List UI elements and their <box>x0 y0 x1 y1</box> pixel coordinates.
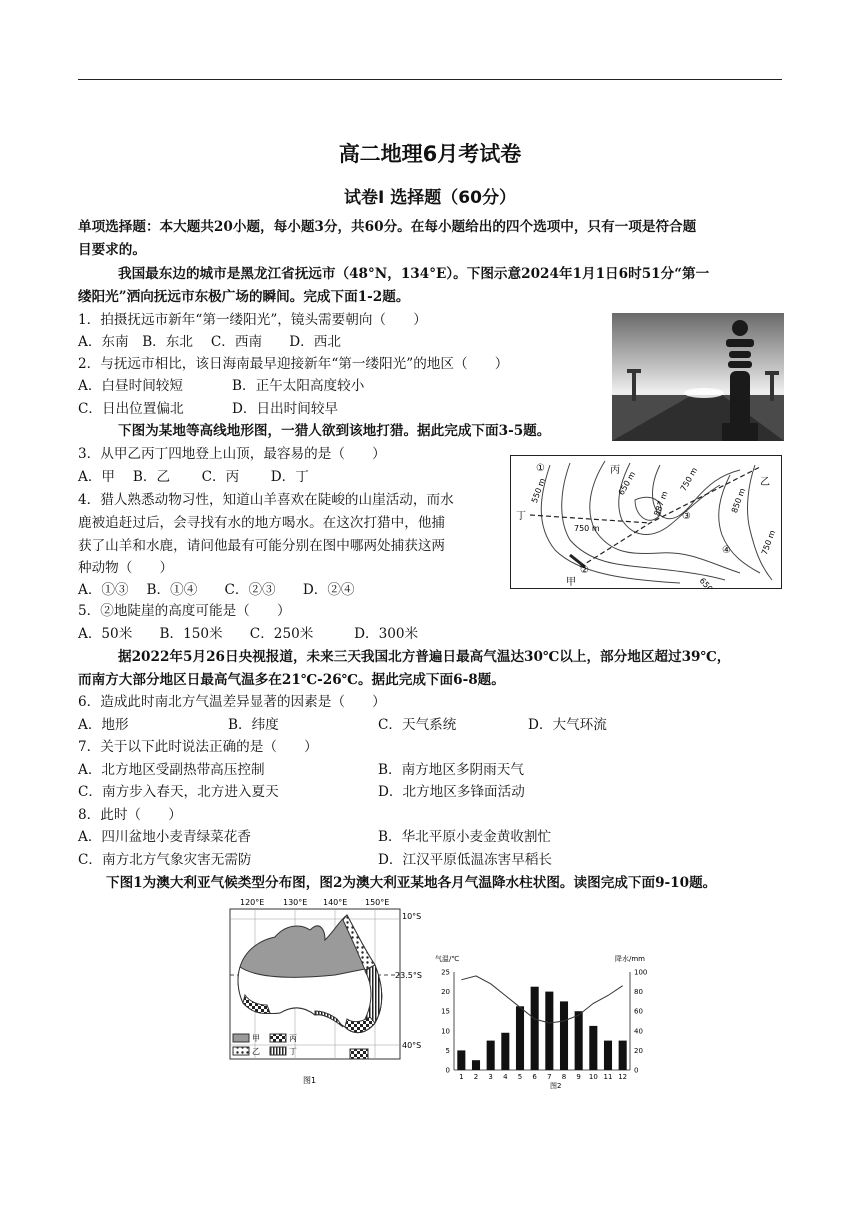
lon-150-label: 150°E <box>365 898 390 907</box>
question-4-cont: 获了山羊和水鹿，请问他最有可能分别在图中哪两处捕获这两 <box>78 538 446 554</box>
month-tick-label: 5 <box>517 1073 523 1081</box>
lon-140-label: 140°E <box>323 898 348 907</box>
question-6: 6．造成此时南北方气温差异显著的因素是（ ） <box>78 694 386 710</box>
month-tick-label: 11 <box>603 1073 613 1081</box>
contour-map <box>510 455 782 589</box>
month-tick-label: 3 <box>488 1073 493 1081</box>
precip-bar <box>531 987 539 1070</box>
point-3-label: ③ <box>682 511 691 522</box>
month-tick-label: 6 <box>532 1073 537 1081</box>
precip-bar <box>472 1060 480 1070</box>
contour-850-label: 850 m <box>729 486 748 515</box>
contour-650b-label: 650 m <box>697 576 722 589</box>
temp-tick-label: 5 <box>445 1046 450 1055</box>
precip-tick-label: 80 <box>634 988 643 997</box>
precip-bar <box>575 1011 583 1070</box>
contour-550-label: 550 m <box>529 476 548 505</box>
fig2-caption: 图2 <box>550 1082 562 1090</box>
legend-bing-swatch <box>270 1034 286 1042</box>
precip-bar <box>501 1033 509 1070</box>
question-1-options: A．东南 B．东北 C．西南 D．西北 <box>78 334 341 350</box>
point-yi-label: 乙 <box>760 477 770 488</box>
point-4-label: ④ <box>722 545 731 556</box>
legend-yi-label: 乙 <box>252 1047 260 1056</box>
precip-bar <box>457 1050 465 1070</box>
temperature-line <box>461 976 622 1023</box>
instructions: 单项选择题：本大题共20小题，每小题3分，共60分。在每小题给出的四个选项中，只有一项是符合题 <box>78 219 697 235</box>
month-tick-label: 8 <box>561 1073 567 1081</box>
question-4: 4．猎人熟悉动物习性，知道山羊喜欢在陡峻的山崖活动，而水 <box>78 492 454 508</box>
point-jia-label: 甲 <box>566 577 576 588</box>
q6-option-c: C．天气系统 <box>378 717 457 733</box>
point-ding-label: 丁 <box>516 511 526 522</box>
precip-bar <box>545 992 553 1070</box>
q2-option-a: A．白昼时间较短 <box>78 378 183 394</box>
month-tick-label: 10 <box>588 1073 598 1081</box>
precip-bar <box>560 1001 568 1070</box>
month-tick-label: 9 <box>576 1073 581 1081</box>
lon-130-label: 130°E <box>283 898 308 907</box>
legend-jia-swatch <box>233 1034 249 1042</box>
point-2-label: ② <box>580 565 589 576</box>
climate-chart <box>430 952 655 1090</box>
contour-650-label: 650 m <box>616 470 638 497</box>
question-3: 3．从甲乙丙丁四地登上山顶，最容易的是（ ） <box>78 446 386 462</box>
q2-option-c: C．日出位置偏北 <box>78 401 184 417</box>
month-tick-label: 4 <box>503 1073 508 1081</box>
temp-axis-label: 气温/℃ <box>435 955 460 963</box>
summit-887-label: 887 m <box>652 490 670 518</box>
question-7: 7．关于以下此时说法正确的是（ ） <box>78 739 318 755</box>
temp-tick-label: 10 <box>441 1027 450 1036</box>
legend-jia-label: 甲 <box>252 1034 260 1043</box>
question-4-cont: 种动物（ ） <box>78 560 174 576</box>
precip-tick-label: 20 <box>634 1046 643 1055</box>
precip-tick-label: 100 <box>634 968 648 977</box>
q7-option-d: D．北方地区多锋面活动 <box>378 784 525 800</box>
q2-option-d: D．日出时间较早 <box>232 401 339 417</box>
point-bing-label: 丙 <box>610 465 620 476</box>
precip-bar <box>604 1041 612 1070</box>
top-rule <box>78 79 782 80</box>
precip-bar <box>619 1041 627 1070</box>
q6-option-a: A．地形 <box>78 717 129 733</box>
legend-yi-swatch <box>233 1047 249 1055</box>
precip-tick-label: 60 <box>634 1007 643 1016</box>
point-1-label: ① <box>536 463 545 474</box>
lat-tropic-label: 23.5°S <box>395 971 422 980</box>
question-5: 5．②地陡崖的高度可能是（ ） <box>78 603 291 619</box>
passage-3-cont: 而南方大部分地区日最高气温多在21℃-26℃。据此完成下面6-8题。 <box>78 672 505 688</box>
australia-climate-map <box>225 895 425 1091</box>
q7-option-b: B．南方地区多阴雨天气 <box>378 762 524 778</box>
month-tick-label: 2 <box>473 1073 479 1081</box>
legend-ding-label: 丁 <box>289 1047 297 1056</box>
q6-option-b: B．纬度 <box>228 717 279 733</box>
exam-title: 高二地理6月考试卷 <box>338 142 522 166</box>
question-3-options: A．甲 B．乙 C．丙 D．丁 <box>78 469 309 485</box>
precip-bar <box>487 1041 495 1070</box>
passage-1: 我国最东边的城市是黑龙江省抚远市（48°N，134°E）。下图示意2024年1月1日6时51分“第一 <box>118 266 710 282</box>
q8-option-d: D．江汉平原低温冻害早稻长 <box>378 852 553 868</box>
month-tick-label: 12 <box>618 1073 628 1081</box>
passage-4: 下图1为澳大利亚气候类型分布图，图2为澳大利亚某地各月气温降水柱状图。读图完成下面9-10题。 <box>106 875 717 891</box>
fig1-caption: 图1 <box>303 1076 317 1085</box>
q2-option-b: B．正午太阳高度较小 <box>232 378 365 394</box>
temp-tick-label: 20 <box>441 988 450 997</box>
temp-tick-label: 25 <box>441 968 450 977</box>
legend-ding-swatch <box>270 1047 286 1055</box>
passage-2: 下图为某地等高线地形图，一猎人欲到该地打猎。据此完成下面3-5题。 <box>118 423 551 439</box>
question-1: 1．拍摄抚远市新年“第一缕阳光”，镜头需要朝向（ ） <box>78 312 427 328</box>
question-5-options: A．50米 B．150米 C．250米 D．300米 <box>78 626 419 642</box>
precip-tick-label: 40 <box>634 1027 643 1036</box>
legend-bing-label: 丙 <box>289 1034 297 1043</box>
precip-bar <box>589 1026 597 1070</box>
q7-option-a: A．北方地区受副热带高压控制 <box>78 762 265 778</box>
instructions-cont: 目要求的。 <box>78 242 146 258</box>
month-tick-label: 7 <box>547 1073 552 1081</box>
passage-1-cont: 缕阳光”洒向抚远市东极广场的瞬间。完成下面1-2题。 <box>78 289 410 305</box>
q8-option-b: B．华北平原小麦金黄收割忙 <box>378 829 552 845</box>
contour-750c-label: 750 m <box>678 466 700 493</box>
question-4-cont: 鹿被追赶过后，会寻找有水的地方喝水。在这次打猎中，他捕 <box>78 515 446 531</box>
temp-tick-label: 0 <box>445 1066 450 1075</box>
q6-option-d: D．大气环流 <box>528 717 607 733</box>
question-4-options: A．①③ B．①④ C．②③ D．②④ <box>78 582 355 598</box>
q8-option-c: C．南方北方气象灾害无需防 <box>78 852 252 868</box>
temp-tick-label: 15 <box>441 1007 450 1016</box>
precip-tick-label: 0 <box>634 1066 639 1075</box>
precip-axis-label: 降水/mm <box>615 955 645 963</box>
section-title: 试卷Ⅰ 选择题（60分） <box>344 188 516 208</box>
q8-option-a: A．四川盆地小麦青绿菜花香 <box>78 829 251 845</box>
question-2: 2．与抚远市相比，该日海南最早迎接新年“第一缕阳光”的地区（ ） <box>78 356 509 372</box>
precip-bar <box>516 1006 524 1070</box>
contour-750b-label: 750 m <box>759 528 778 557</box>
lat-10-label: 10°S <box>402 912 422 921</box>
lat-40-label: 40°S <box>402 1041 422 1050</box>
lon-120-label: 120°E <box>240 898 265 907</box>
q7-option-c: C．南方步入春天，北方进入夏天 <box>78 784 279 800</box>
passage-3: 据2022年5月26日央视报道，未来三天我国北方普遍日最高气温达30℃以上，部分地区超过39℃， <box>118 649 731 665</box>
question-8: 8．此时（ ） <box>78 807 182 823</box>
contour-750-label: 750 m <box>574 524 600 533</box>
sunrise-photo <box>612 313 784 441</box>
month-tick-label: 1 <box>459 1073 464 1081</box>
